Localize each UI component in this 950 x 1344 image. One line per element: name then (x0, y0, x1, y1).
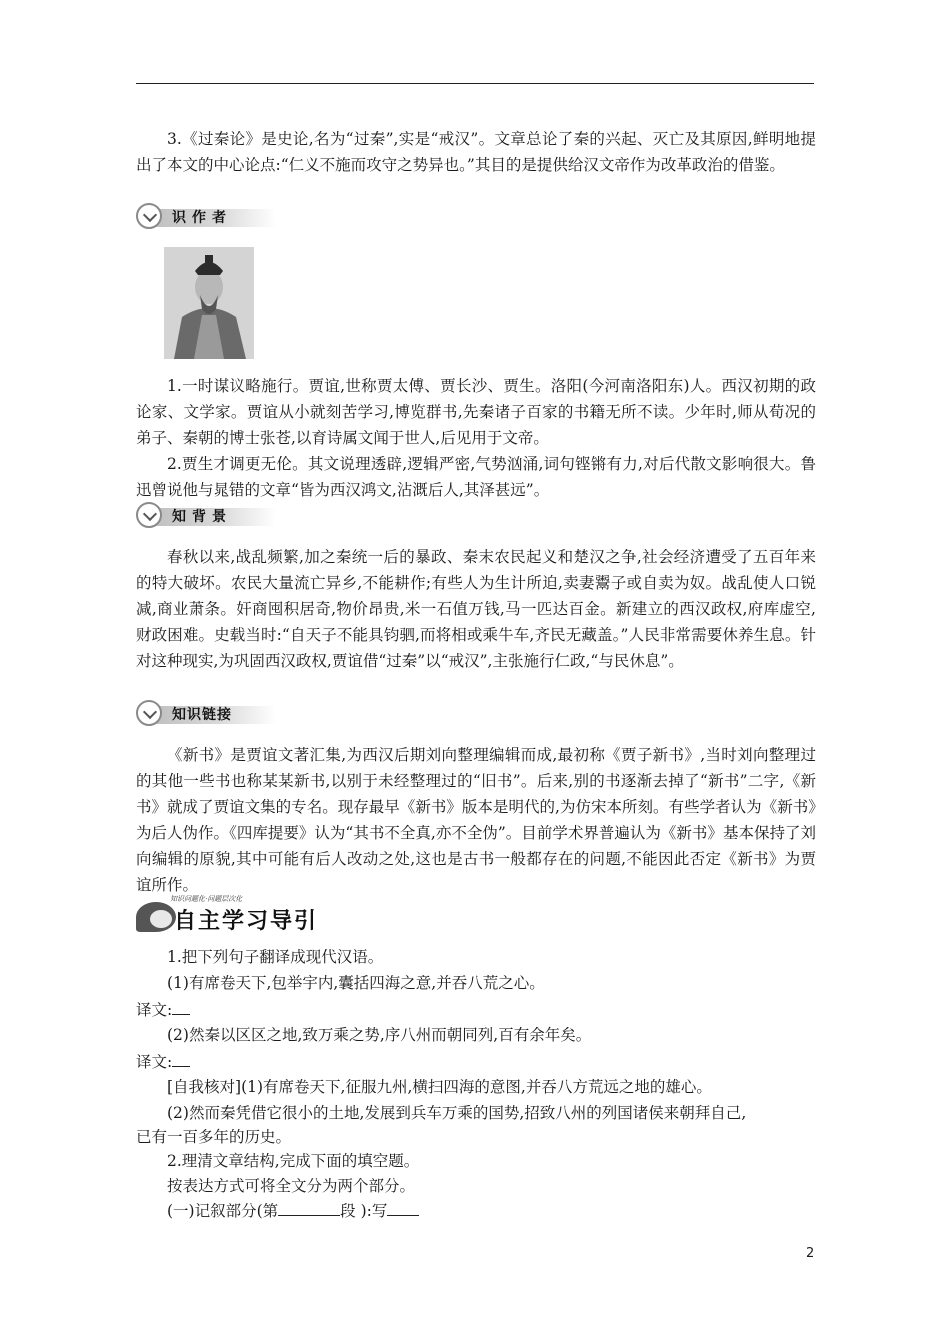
question-2-line: 按表达方式可将全文分为两个部分。 (167, 1177, 416, 1195)
banner-author-label: 识作者 (172, 210, 232, 226)
self-check-2b: 已有一百多年的历史。 (136, 1128, 292, 1146)
self-check-1: [自我核对](1)有席卷天下,征服九州,横扫四海的意图,并吞八方荒远之地的雄心。 (167, 1078, 712, 1096)
author-paragraph-2: 2.贾生才调更无伦。其文说理透辟,逻辑严密,气势汹涌,词句铿锵有力,对后代散文影响很大。鲁迅曾说他与晁错的文章“皆为西汉鸿文,沾溉后人,其泽甚远”。 (136, 455, 816, 499)
chevron-circle-icon (136, 502, 162, 528)
banner-link-label: 知识链接 (172, 707, 232, 723)
link-paragraph: 《新书》是贾谊文著汇集,为西汉后期刘向整理编辑而成,最初称《贾子新书》,当时刘向整理过的其他一些书也称某某新书,以别于未经整理过的“旧书”。后来,别的书逐渐去掉了“新书”二字,《新书》就成了贾谊文集的专名。现存最早《新书》版本是明代的,为仿宋本所刻。有些学者认为《新书》为后人伪作。《四库提要》认为“其书不全真,亦不全伪”。目前学术界普遍认为《新书》基本保持了刘向编辑的原貌,其中可能有后人改动之处,这也是古书一般都存在的问题,不能因此否定《新书》为贾谊所作。 (136, 746, 816, 894)
answer-blank-2[interactable] (172, 1048, 190, 1067)
answer-blank-1[interactable] (172, 996, 190, 1015)
question-1: 1.把下列句子翻译成现代汉语。 (167, 948, 384, 966)
fill-blank-content[interactable] (387, 1197, 419, 1216)
fill-in-line: (一)记叙部分(第 段 ):写 (167, 1197, 419, 1224)
author-paragraph-1: 1.一时谋议略施行。贾谊,世称贾太傅、贾长沙、贾生。洛阳(今河南洛阳东)人。西汉初期的政论家、文学家。贾谊从小就刻苦学习,博览群书,先秦诸子百家的书籍无所不读。少年时,师从荀况的弟子、秦朝的博士张苍,以育诗属文闻于世人,后见用于文帝。 (136, 377, 816, 447)
chevron-circle-icon (136, 700, 162, 726)
banner-background-label: 知背景 (172, 509, 232, 525)
background-paragraph: 春秋以来,战乱频繁,加之秦统一后的暴政、秦末农民起义和楚汉之争,社会经济遭受了五百年来的特大破坏。农民大量流亡异乡,不能耕作;有些人为生计所迫,卖妻鬻子或自卖为奴。战乱使人口锐减,商业萧条。奸商囤积居奇,物价昂贵,米一石值万钱,马一匹达百金。新建立的西汉政权,府库虚空,财政困难。史载当时:“自天子不能具钧驷,而将相或乘牛车,齐民无藏盖。”人民非常需要休养生息。针对这种现实,为巩固西汉政权,贾谊借“过秦”以“戒汉”,主张施行仁政,“与民休息”。 (136, 548, 816, 670)
question-1a: (1)有席卷天下,包举宇内,囊括四海之意,并吞八荒之心。 (167, 974, 545, 992)
section-header (136, 894, 436, 938)
fill-blank-paragraph[interactable] (278, 1197, 340, 1216)
author-portrait (164, 247, 254, 359)
page-number: 2 (806, 1246, 815, 1261)
intro-paragraph: 3.《过秦论》是史论,名为“过秦”,实是“戒汉”。文章总论了秦的兴起、灭亡及其原因,鲜明地提出了本文的中心论点:“仁义不施而攻守之势异也。”其目的是提供给汉文帝作为改革政治的借鉴。 (136, 130, 816, 174)
section-title: 自主学习导引 (174, 909, 319, 934)
banner-link (136, 700, 276, 728)
answer-line-2: 译文: (136, 1048, 190, 1075)
banner-background (136, 502, 276, 530)
section-subtitle: 知识问题化·问题层次化 (170, 895, 243, 903)
question-2: 2.理清文章结构,完成下面的填空题。 (167, 1152, 420, 1170)
header-rule (136, 83, 814, 84)
answer-line-1: 译文: (136, 996, 190, 1023)
chevron-circle-icon (136, 203, 162, 229)
banner-author (136, 203, 276, 231)
self-check-2a: (2)然而秦凭借它很小的土地,发展到兵车万乘的国势,招致八州的列国诸侯来朝拜自己, (167, 1104, 747, 1122)
question-1b: (2)然秦以区区之地,致万乘之势,序八州而朝同列,百有余年矣。 (167, 1026, 592, 1044)
